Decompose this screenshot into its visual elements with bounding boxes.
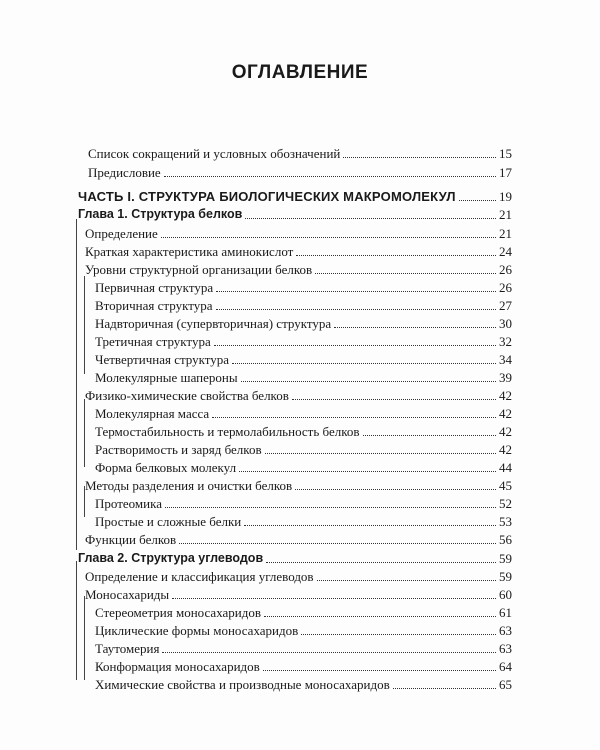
dot-leader: [363, 435, 496, 436]
toc-entry-page: 26: [499, 262, 512, 277]
toc-entry-title: Третичная структура: [95, 334, 211, 349]
toc-entry[interactable]: [95, 659, 512, 674]
toc-entry-page: 59: [499, 569, 512, 584]
toc-entry[interactable]: [85, 226, 512, 241]
toc-entry[interactable]: [88, 146, 512, 161]
toc-entry[interactable]: [95, 605, 512, 620]
toc-entry-page: 27: [499, 298, 512, 313]
toc-entry-title: Моносахариды: [85, 587, 170, 602]
toc-entry-page: 63: [499, 623, 512, 638]
toc-entry-page: 39: [499, 370, 512, 385]
toc-entry-page: 34: [499, 352, 512, 367]
toc-entry[interactable]: [85, 569, 512, 584]
toc-entry[interactable]: [95, 316, 512, 331]
dot-leader: [263, 670, 496, 671]
toc-entry-title: Уровни структурной организации белков: [85, 262, 313, 277]
toc-entry-page: 52: [499, 496, 512, 511]
toc-entry-page: 56: [499, 532, 512, 547]
toc-entry[interactable]: [95, 641, 512, 656]
toc-entry-page: 42: [499, 388, 512, 403]
dot-leader: [292, 399, 496, 400]
toc-entry-page: 65: [499, 677, 512, 692]
toc-entry-title: Растворимость и заряд белков: [95, 442, 262, 457]
dot-leader: [216, 291, 496, 292]
toc-entry-page: 64: [499, 659, 512, 674]
toc-entry[interactable]: [85, 532, 512, 547]
toc-entry-title: Химические свойства и производные моносахаридов: [95, 677, 390, 692]
toc-entry-page: 42: [499, 424, 512, 439]
toc-entry[interactable]: [88, 165, 512, 180]
dot-leader: [245, 218, 496, 219]
toc-entry[interactable]: [85, 478, 512, 493]
dot-leader: [172, 598, 496, 599]
toc-entry-title: Молекулярные шапероны: [95, 370, 238, 385]
toc-entry[interactable]: [95, 442, 512, 457]
toc-entry-page: 30: [499, 316, 512, 331]
toc-entry[interactable]: [85, 587, 512, 602]
toc-entry-page: 59: [499, 551, 512, 566]
toc-entry-page: 42: [499, 406, 512, 421]
toc-entry-page: 61: [499, 605, 512, 620]
toc-entry-title: Простые и сложные белки: [95, 514, 242, 529]
toc-entry[interactable]: [95, 370, 512, 385]
toc-entry-page: 26: [499, 280, 512, 295]
toc-entry-page: 15: [499, 146, 512, 161]
dot-leader: [244, 525, 496, 526]
toc-entry-title: Конформация моносахаридов: [95, 659, 260, 674]
dot-leader: [315, 273, 496, 274]
toc-entry-title: Циклические формы моносахаридов: [95, 623, 299, 638]
toc-chapter-entry[interactable]: [78, 207, 512, 222]
toc-entry[interactable]: [95, 406, 512, 421]
page-title: ОГЛАВЛЕНИЕ: [231, 62, 369, 83]
toc-entry-page: 44: [499, 460, 512, 475]
toc-entry-page: 17: [499, 165, 512, 180]
dot-leader: [165, 507, 496, 508]
dot-leader: [266, 562, 496, 563]
dot-leader: [232, 363, 496, 364]
section-bracket: [76, 219, 77, 550]
toc-entry-title: Первичная структура: [95, 280, 214, 295]
toc-entry-title: Краткая характеристика аминокислот: [85, 244, 294, 259]
dot-leader: [265, 453, 496, 454]
toc-entry-page: 21: [499, 207, 512, 222]
toc-entry-page: 60: [499, 587, 512, 602]
dot-leader: [212, 417, 496, 418]
toc-entry-title: Стереометрия моносахаридов: [95, 605, 262, 620]
toc-entry[interactable]: [95, 298, 512, 313]
toc-entry-title: Функции белков: [85, 532, 177, 547]
toc-entry-title: Определение: [85, 226, 158, 241]
toc-entry-page: 32: [499, 334, 512, 349]
toc-entry[interactable]: [85, 244, 512, 259]
toc-entry-page: 24: [499, 244, 512, 259]
toc-entry-page: 19: [499, 189, 512, 204]
toc-entry-title: Физико-химические свойства белков: [85, 388, 289, 403]
dot-leader: [343, 157, 496, 158]
toc-entry[interactable]: [95, 623, 512, 638]
toc-entry[interactable]: [95, 424, 512, 439]
toc-entry[interactable]: [95, 280, 512, 295]
toc-entry-title: Предисловие: [88, 165, 161, 180]
dot-leader: [264, 616, 496, 617]
toc-entry[interactable]: [85, 262, 512, 277]
subsection-bracket: [84, 399, 85, 467]
dot-leader: [161, 237, 496, 238]
toc-entry-page: 63: [499, 641, 512, 656]
dot-leader: [295, 489, 496, 490]
toc-entry-title: ЧАСТЬ I. СТРУКТУРА БИОЛОГИЧЕСКИХ МАКРОМОЛЕКУЛ: [78, 189, 456, 204]
dot-leader: [216, 309, 497, 310]
toc-entry[interactable]: [95, 460, 512, 475]
toc-entry-page: 21: [499, 226, 512, 241]
toc-entry-title: Протеомика: [95, 496, 162, 511]
subsection-bracket: [84, 276, 85, 374]
dot-leader: [334, 327, 496, 328]
toc-entry-title: Методы разделения и очистки белков: [85, 478, 293, 493]
dot-leader: [239, 471, 496, 472]
toc-entry[interactable]: [95, 677, 512, 692]
toc-entry-title: Определение и классификация углеводов: [85, 569, 314, 584]
subsection-bracket: [84, 596, 85, 680]
dot-leader: [241, 381, 496, 382]
toc-entry-title: Надвторичная (супервторичная) структура: [95, 316, 332, 331]
toc-entry-page: 53: [499, 514, 512, 529]
toc-entry-title: Молекулярная масса: [95, 406, 210, 421]
toc-entry-page: 42: [499, 442, 512, 457]
toc-entry-title: Четвертичная структура: [95, 352, 230, 367]
toc-entry-title: Термостабильность и термолабильность белков: [95, 424, 360, 439]
toc-entry-title: Таутомерия: [95, 641, 160, 656]
dot-leader: [301, 634, 496, 635]
toc-entry[interactable]: [95, 496, 512, 511]
toc-entry-title: Глава 2. Структура углеводов: [78, 551, 264, 565]
toc-entry-title: Список сокращений и условных обозначений: [88, 146, 341, 161]
dot-leader: [162, 652, 496, 653]
dot-leader: [214, 345, 496, 346]
dot-leader: [459, 200, 496, 201]
toc-entry-title: Вторичная структура: [95, 298, 213, 313]
toc-entry[interactable]: [95, 514, 512, 529]
dot-leader: [393, 688, 496, 689]
toc-entry[interactable]: [95, 352, 512, 367]
dot-leader: [179, 543, 496, 544]
toc-entry-page: 45: [499, 478, 512, 493]
toc-part-entry[interactable]: [78, 189, 512, 204]
toc-entry-title: Глава 1. Структура белков: [78, 207, 243, 221]
toc-entry[interactable]: [95, 334, 512, 349]
section-bracket: [76, 561, 77, 680]
dot-leader: [164, 176, 496, 177]
dot-leader: [296, 255, 496, 256]
toc-entry-title: Форма белковых молекул: [95, 460, 237, 475]
dot-leader: [317, 580, 496, 581]
toc-entry[interactable]: [85, 388, 512, 403]
toc-chapter-entry[interactable]: [78, 551, 512, 566]
